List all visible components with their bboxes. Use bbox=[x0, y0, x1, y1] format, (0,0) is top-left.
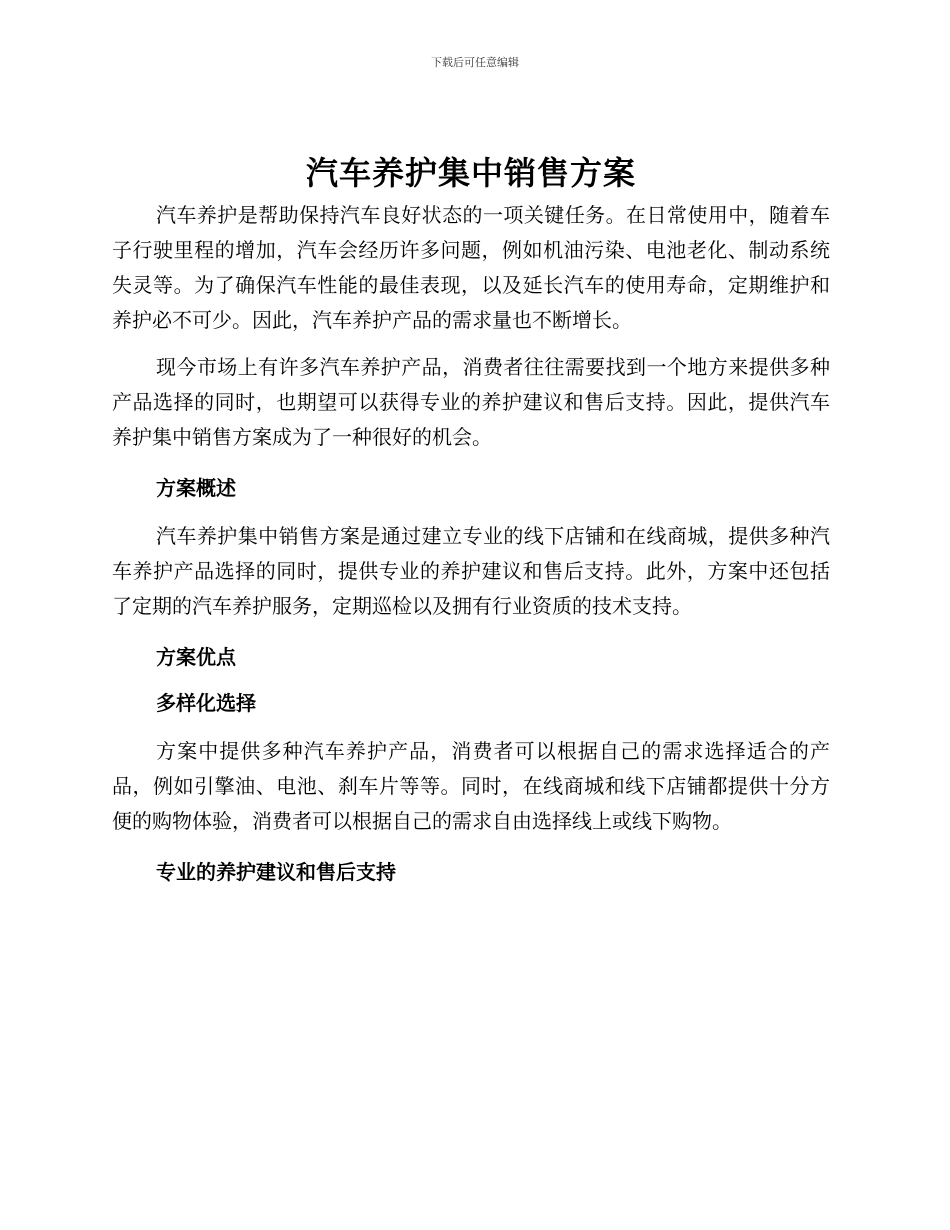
heading-overview: 方案概述 bbox=[156, 476, 236, 500]
paragraph-intro-1: 汽车养护是帮助保持汽车良好状态的一项关键任务。在日常使用中，随着车子行驶里程的增加，汽车会经历许多问题，例如机油污染、电池老化、制动系统失灵等。为了确保汽车性能的最佳表现，以及延长汽车的使用寿命，定期维护和养护必不可少。因此，汽车养护产品的需求量也不断增长。 bbox=[112, 203, 830, 332]
header-note: 下载后可任意编辑 bbox=[431, 56, 519, 69]
paragraph-intro-2: 现今市场上有许多汽车养护产品，消费者往往需要找到一个地方来提供多种产品选择的同时，也期望可以获得专业的养护建议和售后支持。因此，提供汽车养护集中销售方案成为了一种很好的机会。 bbox=[112, 355, 830, 449]
heading-diversity: 多样化选择 bbox=[156, 691, 256, 715]
paragraph-overview: 汽车养护集中销售方案是通过建立专业的线下店铺和在线商城，提供多种汽车养护产品选择的同时，提供专业的养护建议和售后支持。此外，方案中还包括了定期的汽车养护服务，定期巡检以及拥有行业资质的技术支持。 bbox=[112, 524, 830, 618]
paragraph-diversity: 方案中提供多种汽车养护产品，消费者可以根据自己的需求选择适合的产品，例如引擎油、电池、刹车片等等。同时，在线商城和线下店铺都提供十分方便的购物体验，消费者可以根据自己的需求自由选择线上或线下购物。 bbox=[112, 739, 830, 833]
heading-support: 专业的养护建议和售后支持 bbox=[156, 860, 396, 884]
heading-advantages: 方案优点 bbox=[156, 645, 236, 669]
document-body bbox=[112, 150, 830, 903]
document-title: 汽车养护集中销售方案 bbox=[305, 154, 636, 192]
